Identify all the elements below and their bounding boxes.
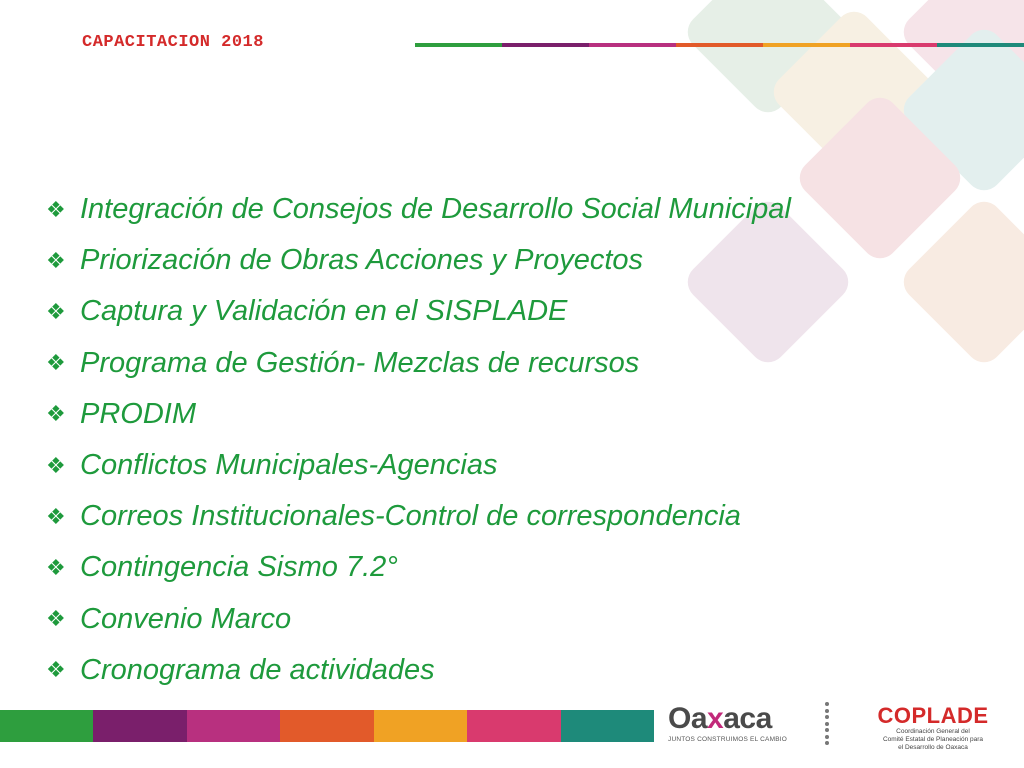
- list-item: [46, 235, 791, 286]
- color-segment: [763, 43, 850, 47]
- list-item-text: Conflictos Municipales-Agencias: [80, 449, 498, 482]
- diamond-bullet-icon: ❖: [46, 606, 66, 632]
- diamond-bullet-icon: ❖: [46, 657, 66, 683]
- list-item: [46, 184, 791, 235]
- oaxaca-slogan: JUNTOS CONSTRUIMOS EL CAMBIO: [668, 736, 788, 743]
- color-segment: [502, 43, 589, 47]
- list-item: [46, 645, 791, 696]
- coplade-subtitle-line: Comité Estatal de Planeación para: [882, 736, 984, 743]
- diamond-bullet-icon: ❖: [46, 401, 66, 427]
- color-segment: [93, 710, 186, 742]
- list-item: [46, 542, 791, 593]
- color-segment: [467, 710, 560, 742]
- list-item-text: Cronograma de actividades: [80, 653, 435, 686]
- list-item-text: Programa de Gestión- Mezclas de recursos: [80, 346, 640, 379]
- diamond-bullet-icon: ❖: [46, 554, 66, 580]
- list-item: [46, 338, 791, 389]
- color-segment: [561, 710, 654, 742]
- list-item: [46, 440, 791, 491]
- list-item-text: Priorización de Obras Acciones y Proyectos: [80, 244, 644, 277]
- diamond-bullet-icon: ❖: [46, 452, 66, 478]
- color-segment: [850, 43, 937, 47]
- list-item-text: Correos Institucionales-Control de correspondencia: [80, 500, 741, 533]
- wordmark-part: aca: [723, 702, 772, 735]
- list-item-text: Contingencia Sismo 7.2°: [80, 551, 398, 584]
- color-segment: [676, 43, 763, 47]
- list-item-text: Convenio Marco: [80, 602, 292, 635]
- bullet-list: [46, 184, 791, 696]
- color-segment: [187, 710, 280, 742]
- diamond-bullet-icon: ❖: [46, 247, 66, 273]
- color-segment: [415, 43, 502, 47]
- logo-divider: [824, 702, 830, 748]
- list-item: [46, 594, 791, 645]
- diamond-bullet-icon: ❖: [46, 350, 66, 376]
- color-segment: [0, 710, 93, 742]
- diamond-bullet-icon: ❖: [46, 503, 66, 529]
- top-color-bar: [415, 43, 1024, 47]
- color-segment: [280, 710, 373, 742]
- wordmark-x: x: [707, 702, 724, 735]
- list-item: [46, 286, 791, 337]
- color-segment: [589, 43, 676, 47]
- list-item: [46, 389, 791, 440]
- coplade-subtitle-line: el Desarrollo de Oaxaca: [898, 744, 968, 751]
- oaxaca-wordmark: [668, 703, 792, 735]
- list-item-text: Integración de Consejos de Desarrollo Social Municipal: [80, 193, 791, 226]
- list-item: [46, 491, 791, 542]
- coplade-wordmark: COPLADE: [877, 703, 989, 728]
- wordmark-part: Oa: [668, 702, 708, 735]
- slide-title: CAPACITACION 2018: [82, 33, 264, 52]
- diamond-bullet-icon: ❖: [46, 298, 66, 324]
- coplade-subtitle-line: Coordinación General del: [896, 728, 970, 735]
- color-segment: [374, 710, 467, 742]
- oaxaca-logo: [668, 703, 792, 743]
- color-segment: [937, 43, 1024, 47]
- diamond-bullet-icon: ❖: [46, 196, 66, 222]
- coplade-logo: [866, 704, 1000, 752]
- bottom-color-bar: [0, 710, 654, 742]
- list-item-text: Captura y Validación en el SISPLADE: [80, 295, 568, 328]
- list-item-text: PRODIM: [80, 397, 196, 430]
